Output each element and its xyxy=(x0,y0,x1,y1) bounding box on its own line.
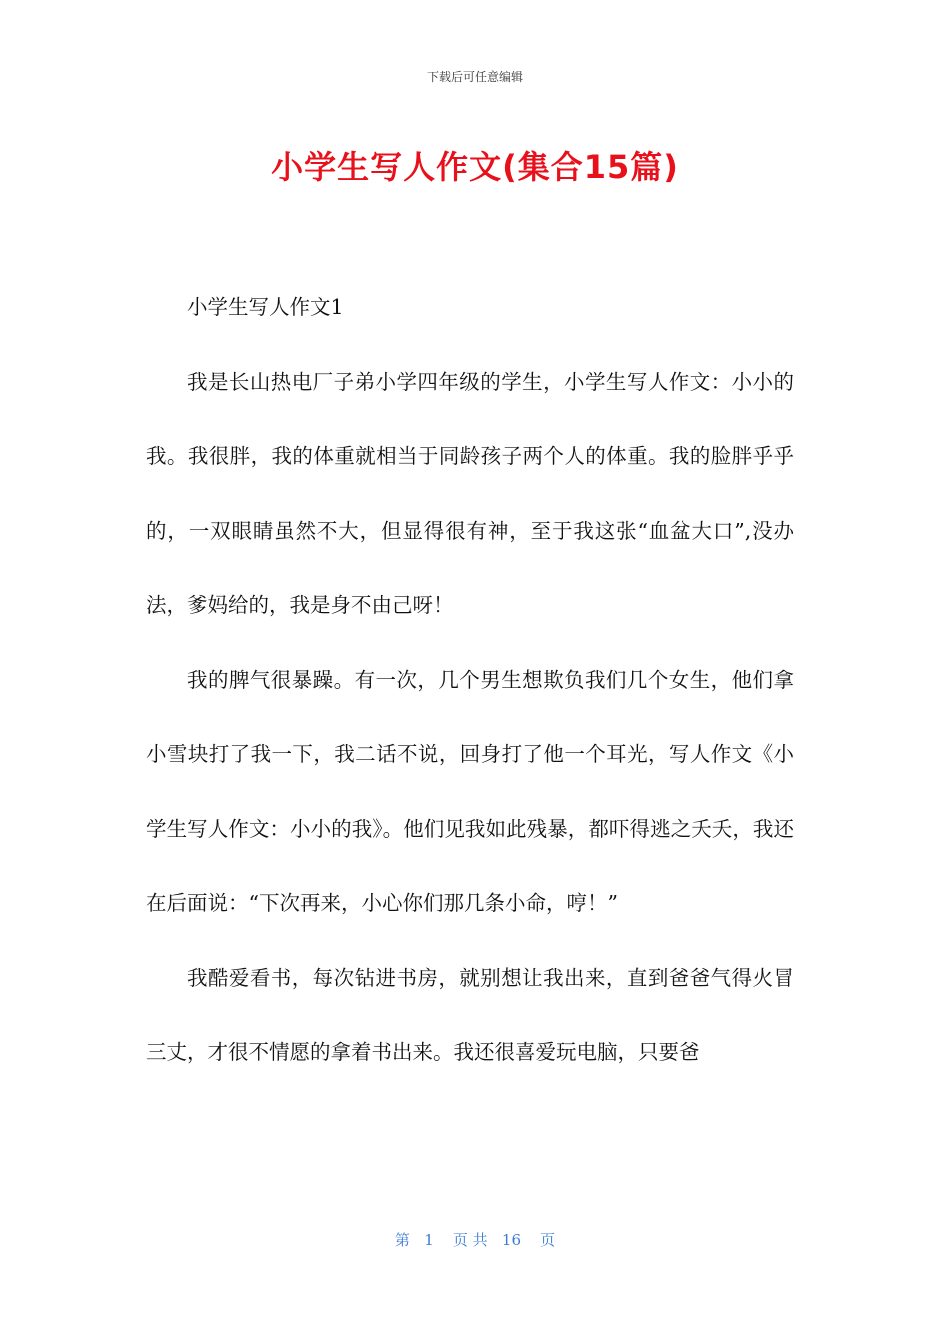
paragraph: 我的脾气很暴躁。有一次，几个男生想欺负我们几个女生，他们拿小雪块打了我一下，我二话不说，回身打了他一个耳光，写人作文《小学生写人作文：小小的我》。他们见我如此残暴，都吓得逃之夭夭，我还在后面说：“下次再来，小心你们那几条小命，哼！” xyxy=(146,667,794,915)
document-body xyxy=(146,270,794,1090)
header-note: 下载后可任意编辑 xyxy=(426,70,523,84)
section-heading: 小学生写人作文1 xyxy=(187,295,344,319)
page-footer: 第 1 页 共 16 页 xyxy=(394,1231,556,1249)
document-title: 小学生写人作文(集合15篇) xyxy=(271,148,679,186)
paragraph: 我酷爱看书，每次钻进书房，就别想让我出来，直到爸爸气得火冒三丈，才很不情愿的拿着书出来。我还很喜爱玩电脑，只要爸 xyxy=(146,965,794,1064)
paragraph: 我是长山热电厂子弟小学四年级的学生，小学生写人作文：小小的我。我很胖，我的体重就相当于同龄孩子两个人的体重。我的脸胖乎乎的，一双眼睛虽然不大，但显得很有神，至于我这张“血盆大口”,没办法，爹妈给的，我是身不由己呀！ xyxy=(146,369,794,617)
